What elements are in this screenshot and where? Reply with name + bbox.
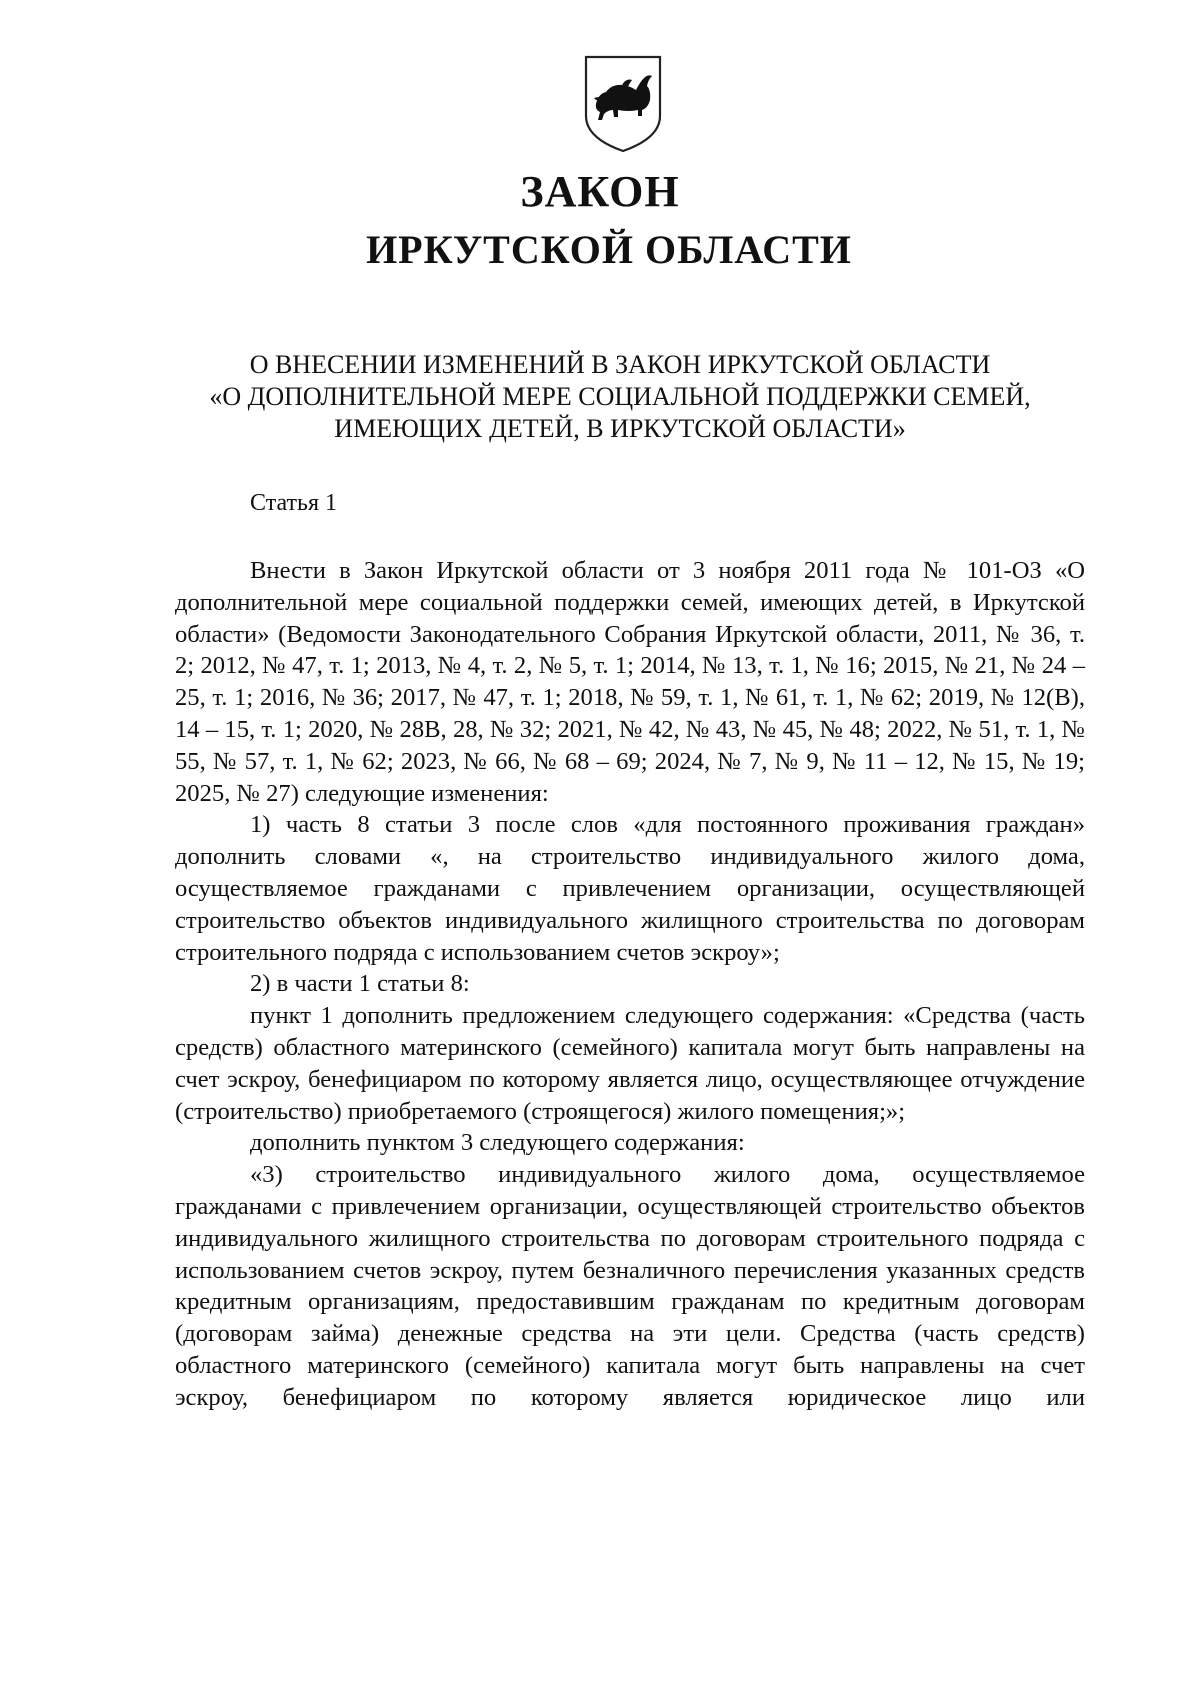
law-heading-line: ИМЕЮЩИХ ДЕТЕЙ, В ИРКУТСКОЙ ОБЛАСТИ» bbox=[334, 414, 906, 443]
law-heading-line: «О ДОПОЛНИТЕЛЬНОЙ МЕРЕ СОЦИАЛЬНОЙ ПОДДЕРЖКИ СЕМЕЙ, bbox=[209, 382, 1031, 411]
article-body bbox=[175, 555, 1085, 1414]
paragraph: дополнить пунктом 3 следующего содержания: bbox=[250, 1129, 745, 1157]
paragraph: Внести в Закон Иркутской области от 3 ноября 2011 года № 101-ОЗ «О дополнительной мере социальной поддержки семей, имеющих детей, в Иркутской области» (Ведомости Законодательного Собрания Иркутской области, 2011, № 36, т. 2; 2012, № 47, т. 1; 2013, № 4, т. 2, № 5, т. 1; 2014, № 13, т. 1, № 16; 2015, № 21, № 24 – 25, т. 1; 2016, № 36; 2017, № 47, т. 1; 2018, № 59, т. 1, № 61, т. 1, № 62; 2019, № 12(В), 14 – 15, т. 1; 2020, № 28В, 28, № 32; 2021, № 42, № 43, № 45, № 48; 2022, № 51, т. 1, № 55, № 57, т. 1, № 62; 2023, № 66, № 68 – 69; 2024, № 7, № 9, № 11 – 12, № 15, № 19; 2025, № 27) следующие изменения: bbox=[175, 557, 1085, 807]
coat-of-arms-icon bbox=[582, 54, 664, 154]
paragraph: 1) часть 8 статьи 3 после слов «для постоянного проживания граждан» дополнить словами «, на строительство индивидуального жилого дома, осуществляемое гражданами с привлечением организации, осуществляющей строительство объектов индивидуального жилищного строительства по договорам строительного подряда с использованием счетов эскроу»; bbox=[175, 811, 1085, 966]
document-subtitle: ИРКУТСКОЙ ОБЛАСТИ bbox=[366, 227, 852, 272]
paragraph: 2) в части 1 статьи 8: bbox=[250, 970, 470, 998]
document-title: ЗАКОН bbox=[520, 167, 680, 216]
law-heading bbox=[140, 349, 1100, 445]
paragraph: «3) строительство индивидуального жилого дома, осуществляемое гражданами с привлечением организации, осуществляющей строительство объектов индивидуального жилищного строительства по договорам строительного подряда с использованием счетов эскроу, путем безналичного перечисления указанных средств кредитным организациям, предоставившим гражданам по кредитным договорам (договорам займа) денежные средства на эти цели. Средства (часть средств) областного материнского (семейного) капитала могут быть направлены на счет эскроу, бенефициаром по которому является юридическое лицо или bbox=[175, 1161, 1085, 1411]
paragraph: пункт 1 дополнить предложением следующего содержания: «Средства (часть средств) областного материнского (семейного) капитала могут быть направлены на счет эскроу, бенефициаром по которому является лицо, осуществляющее отчуждение (строительство) приобретаемого (строящегося) жилого помещения;»; bbox=[175, 1002, 1085, 1125]
law-heading-line: О ВНЕСЕНИИ ИЗМЕНЕНИЙ В ЗАКОН ИРКУТСКОЙ ОБЛАСТИ bbox=[249, 350, 991, 379]
article-title: Статья 1 bbox=[250, 490, 337, 516]
